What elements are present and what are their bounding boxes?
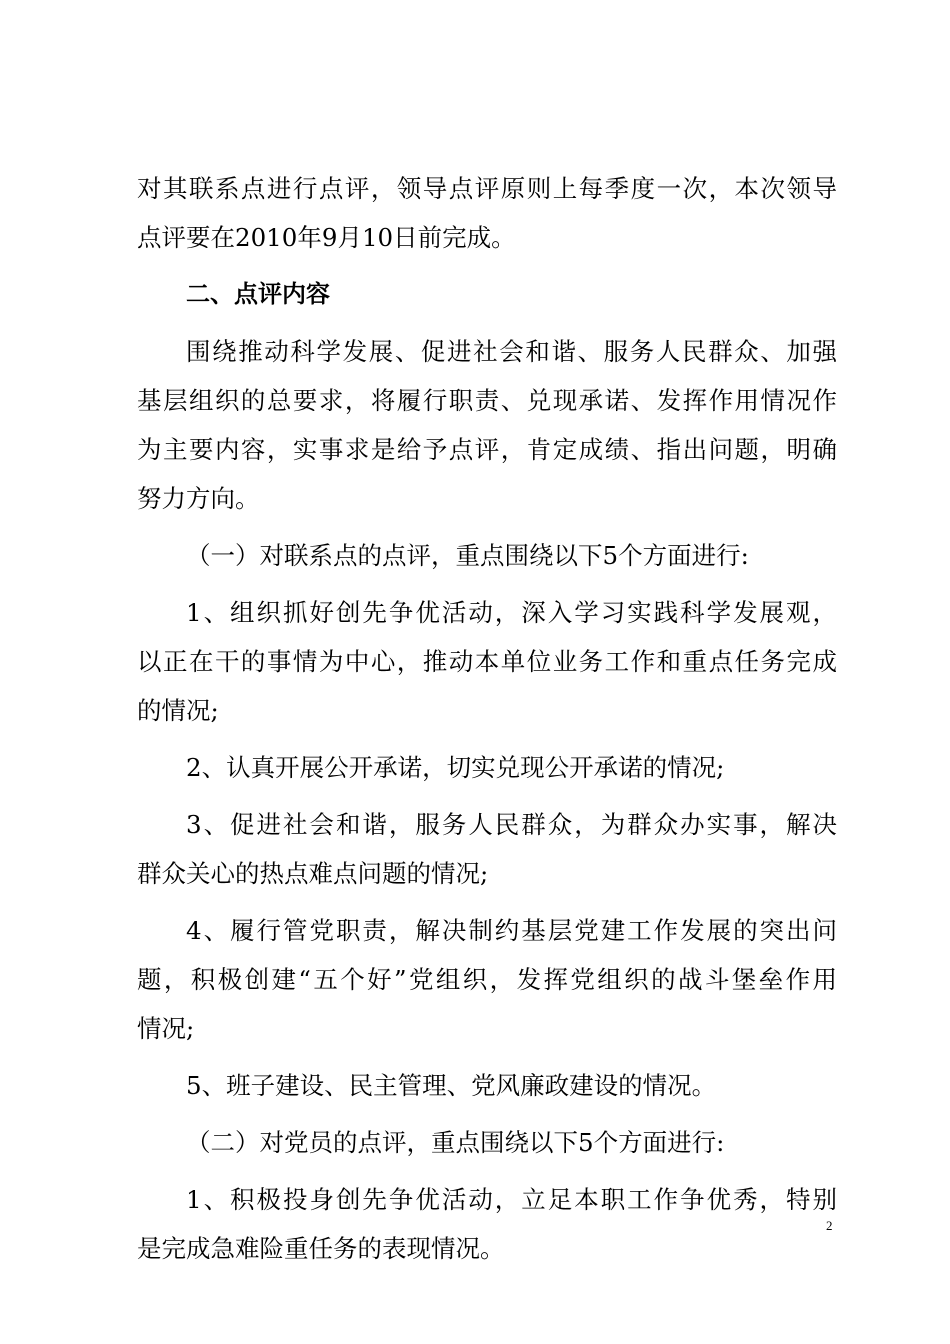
paragraph-continuation	[137, 164, 837, 262]
list-item-2	[137, 743, 837, 792]
text-line: 情况;	[137, 1014, 195, 1043]
text-line: 题，积极创建“五个好”党组织，发挥党组织的战斗堡垒作用	[137, 965, 837, 994]
text-line: 是完成急难险重任务的表现情况。	[137, 1234, 505, 1263]
list-item-3	[137, 800, 837, 898]
text-line: 4、履行管党职责，解决制约基层党建工作发展的突出问	[186, 916, 837, 945]
text-line: 1、积极投身创先争优活动，立足本职工作争优秀，特别	[186, 1185, 837, 1214]
text-line: 3、促进社会和谐，服务人民群众，为群众办实事，解决	[186, 810, 837, 839]
list-item-1	[137, 588, 837, 735]
text-line: 的情况;	[137, 696, 219, 725]
text-line: （一）对联系点的点评，重点围绕以下5个方面进行:	[186, 541, 749, 570]
text-line: 努力方向。	[137, 484, 260, 513]
page-number: 2	[826, 1218, 833, 1233]
text-line: 围绕推动科学发展、促进社会和谐、服务人民群众、加强	[186, 337, 837, 366]
section-heading	[137, 270, 837, 319]
list-item-5	[137, 1061, 837, 1110]
subsection-heading-2	[137, 1118, 837, 1167]
text-line: 基层组织的总要求，将履行职责、兑现承诺、发挥作用情况作	[137, 386, 837, 415]
text-line: 点评要在2010年9月10日前完成。	[137, 223, 516, 252]
text-line: 5、班子建设、民主管理、党风廉政建设的情况。	[186, 1071, 717, 1100]
document-body	[137, 164, 837, 1273]
text-line: 以正在干的事情为中心，推动本单位业务工作和重点任务完成	[137, 647, 837, 676]
text-line: 1、组织抓好创先争优活动，深入学习实践科学发展观，	[186, 598, 837, 627]
paragraph-requirements	[137, 327, 837, 523]
list-item-4	[137, 906, 837, 1053]
text-line: 对其联系点进行点评，领导点评原则上每季度一次，本次领导	[137, 174, 837, 203]
heading-text: 二、点评内容	[186, 280, 330, 308]
text-line: 群众关心的热点难点问题的情况;	[137, 859, 489, 888]
text-line: （二）对党员的点评，重点围绕以下5个方面进行:	[186, 1128, 725, 1157]
text-line: 为主要内容，实事求是给予点评，肯定成绩、指出问题，明确	[137, 435, 837, 464]
list-item-member-1	[137, 1175, 837, 1273]
subsection-heading-1	[137, 531, 837, 580]
text-line: 2、认真开展公开承诺，切实兑现公开承诺的情况;	[186, 753, 725, 782]
